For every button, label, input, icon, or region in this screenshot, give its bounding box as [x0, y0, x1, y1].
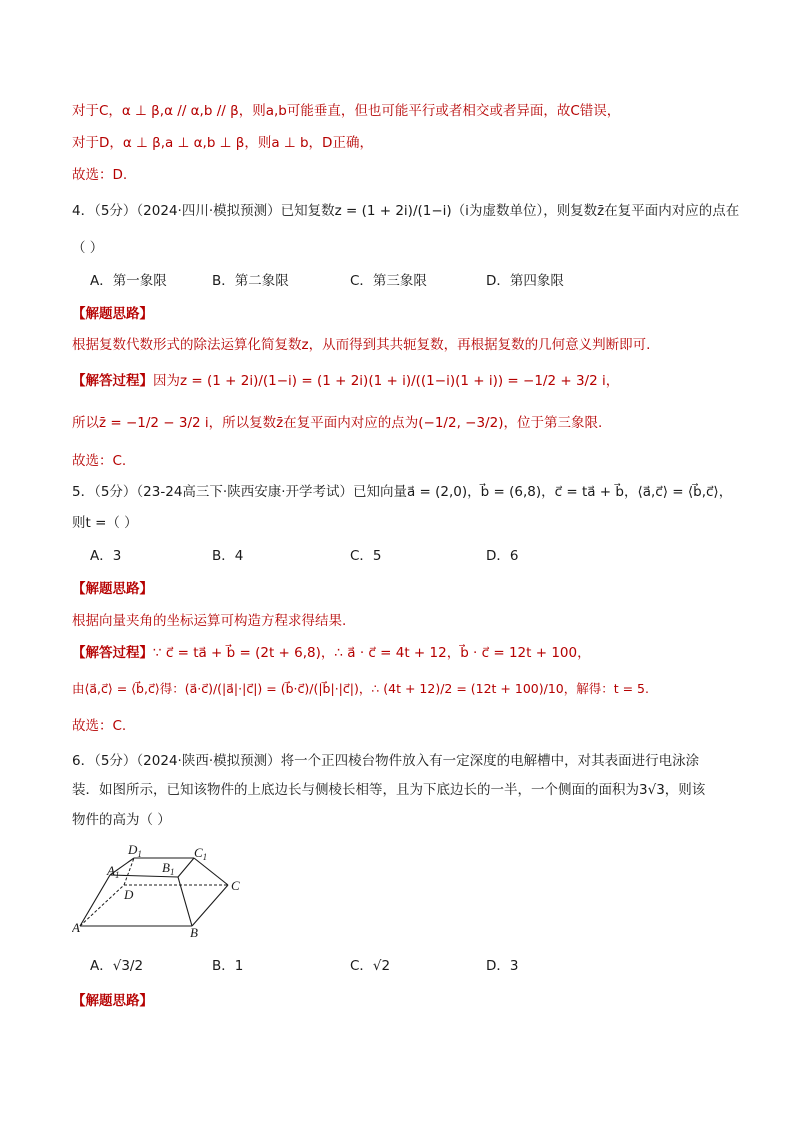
answer-line-q5: 故选：C.	[72, 718, 127, 734]
label-b: B	[190, 925, 198, 939]
q4-solution-line-1	[72, 371, 734, 391]
edge-bc	[192, 885, 228, 926]
label-c: C	[231, 878, 240, 893]
answer-line-q4: 故选：C.	[72, 453, 127, 469]
label-d: D	[124, 887, 134, 902]
q6-option-d: D．3	[486, 958, 519, 974]
q5-option-a: A．3	[90, 548, 122, 564]
q5-solution-line-1	[72, 643, 734, 663]
q4-option-a: A．第一象限	[90, 273, 167, 289]
q4-option-d: D．第四象限	[486, 273, 564, 289]
edge-bb1	[178, 877, 192, 926]
q4-solution-line-2: 所以z̄ = −1/2 − 3/2 i，所以复数z̄在复平面内对应的点为(−1/2, −3/2)，位于第三象限.	[72, 415, 603, 431]
q4-idea-text: 根据复数代数形式的除法运算化简复数z，从而得到其共轭复数，再根据复数的几何意义判断即可.	[72, 337, 651, 353]
question-6-line-2: 装．如图所示，已知该物件的上底边长与侧棱长相等，且为下底边长的一半，一个侧面的面积为3√3，则该	[72, 782, 706, 798]
q5-option-b: B．4	[212, 548, 244, 564]
q6-idea-heading: 【解题思路】	[72, 993, 153, 1009]
label-a1: $A_1$	[107, 863, 120, 880]
hidden-edge-ad	[80, 885, 124, 926]
question-6-line-1: 6．（5分）（2024·陕西·模拟预测）将一个正四棱台物件放入有一定深度的电解槽中，对其表面进行电泳涂	[72, 753, 700, 769]
q4-solution-text-1: 因为z = (1 + 2i)/(1−i) = (1 + 2i)(1 + i)/((1−i)(1 + i)) = −1/2 + 3/2 i，	[153, 373, 620, 389]
question-4-stem: 4．（5分）（2024·四川·模拟预测）已知复数z = (1 + 2i)/(1−i)（i为虚数单位），则复数z̄在复平面内对应的点在	[72, 203, 740, 219]
question-6-line-3: 物件的高为（ ）	[72, 812, 171, 828]
q6-option-a: A．√3/2	[90, 958, 144, 974]
q5-option-d: D．6	[486, 548, 519, 564]
q6-option-b: B．1	[212, 958, 244, 974]
label-b1: $B_1$	[162, 860, 175, 877]
label-a: A	[72, 920, 80, 935]
q5-idea-heading: 【解题思路】	[72, 581, 153, 597]
edge-a1b1	[110, 875, 178, 877]
q5-idea-text: 根据向量夹角的坐标运算可构造方程求得结果.	[72, 613, 347, 629]
label-d1: $D_1$	[128, 843, 142, 859]
q4-idea-heading: 【解题思路】	[72, 306, 153, 322]
frustum-figure	[72, 843, 262, 939]
label-c1: $C_1$	[194, 845, 208, 862]
q4-option-c: C．第三象限	[350, 273, 427, 289]
q5-solution-line-2: 由⟨a⃗,c⃗⟩ = ⟨b⃗,c⃗⟩得：(a⃗·c⃗)/(|a⃗|·|c⃗|) = (b⃗·c⃗)/(|b⃗|·|c⃗|)，∴ (4t + 12)/2 = (12t + 100)/10，解得：t = 5.	[72, 681, 649, 696]
q5-option-c: C．5	[350, 548, 382, 564]
question-5-stem: 5．（5分）（23-24高三下·陕西安康·开学考试）已知向量a⃗ = (2,0)，b⃗ = (6,8)，c⃗ = ta⃗ + b⃗，⟨a⃗,c⃗⟩ = ⟨b⃗,c⃗⟩，	[72, 484, 733, 500]
q5-solution-text-1: ∵ c⃗ = ta⃗ + b⃗ = (2t + 6,8)，∴ a⃗ · c⃗ = 4t + 12，b⃗ · c⃗ = 12t + 100，	[153, 645, 591, 661]
edge-aa1	[80, 875, 110, 926]
q4-solution-heading: 【解答过程】	[72, 373, 153, 389]
edge-cc1	[194, 858, 228, 885]
answer-line-q3: 故选：D.	[72, 167, 128, 183]
edge-b1c1	[178, 858, 194, 877]
question-5-ask: 则t =（ ）	[72, 515, 138, 531]
q4-option-b: B．第二象限	[212, 273, 289, 289]
solution-line-c: 对于C，α ⊥ β,α // α,b // β，则a,b可能垂直，但也可能平行或者相交或者异面，故C错误，	[72, 103, 621, 119]
q5-solution-heading: 【解答过程】	[72, 645, 153, 661]
solution-line-d: 对于D，α ⊥ β,a ⊥ α,b ⊥ β，则a ⊥ b，D正确，	[72, 135, 373, 151]
q6-option-c: C．√2	[350, 958, 391, 974]
question-4-paren: （ ）	[72, 240, 104, 256]
